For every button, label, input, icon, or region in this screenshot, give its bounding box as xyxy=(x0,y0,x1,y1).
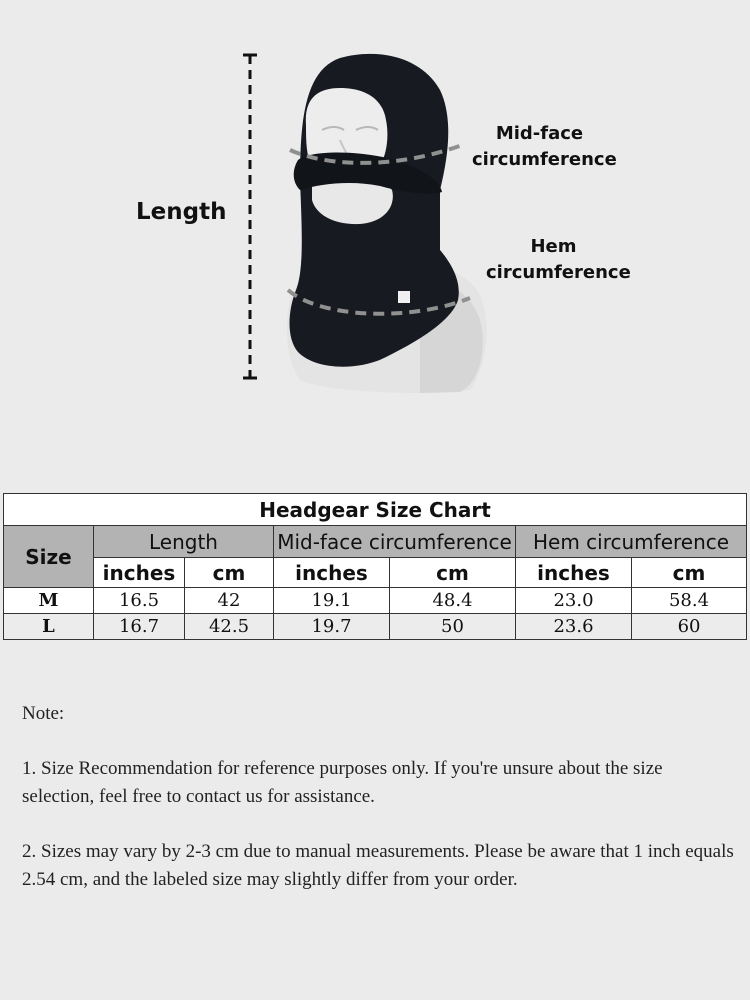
unit-header: cm xyxy=(632,558,747,588)
hem-group-header: Hem circumference xyxy=(516,526,747,558)
unit-header: inches xyxy=(274,558,390,588)
hem-label-line1: Hem xyxy=(530,236,577,257)
table-cell: 23.0 xyxy=(516,588,632,614)
table-cell: 48.4 xyxy=(390,588,516,614)
table-cell: 16.5 xyxy=(94,588,185,614)
note-item: 1. Size Recommendation for reference purposes only. If you're unsure about the size selection, feel free to contact us for assistance. xyxy=(22,758,663,807)
row-size-label: M xyxy=(4,588,94,614)
size-chart-title: Headgear Size Chart xyxy=(4,494,747,526)
unit-header: inches xyxy=(94,558,185,588)
mid-face-label-line1: Mid-face xyxy=(495,123,584,144)
table-row xyxy=(4,614,747,640)
unit-header: cm xyxy=(390,558,516,588)
table-cell: 19.1 xyxy=(274,588,390,614)
unit-header: inches xyxy=(516,558,632,588)
hem-label xyxy=(486,234,631,286)
mid-face-label xyxy=(472,121,617,173)
mid-face-group-header: Mid-face circumference xyxy=(274,526,516,558)
table-cell: 58.4 xyxy=(632,588,747,614)
row-size-label: L xyxy=(4,614,94,640)
table-cell: 42.5 xyxy=(185,614,274,640)
length-group-header: Length xyxy=(94,526,274,558)
table-cell: 23.6 xyxy=(516,614,632,640)
note-item: 2. Sizes may vary by 2-3 cm due to manual measurements. Please be aware that 1 inch equals 2.54 cm, and the labeled size may slightly differ from your order. xyxy=(22,841,734,890)
table-cell: 19.7 xyxy=(274,614,390,640)
logo-patch-icon xyxy=(398,291,410,303)
product-size-figure xyxy=(0,0,750,430)
size-chart-table xyxy=(3,493,747,640)
notes-heading: Note: xyxy=(22,703,65,724)
table-cell: 16.7 xyxy=(94,614,185,640)
size-column-header: Size xyxy=(4,526,94,588)
table-cell: 60 xyxy=(632,614,747,640)
balaclava xyxy=(290,54,459,367)
table-row xyxy=(4,588,747,614)
length-dimension-line xyxy=(243,55,257,378)
unit-header: cm xyxy=(185,558,274,588)
hem-label-line2: circumference xyxy=(486,262,631,284)
table-cell: 42 xyxy=(185,588,274,614)
table-cell: 50 xyxy=(390,614,516,640)
length-label: Length xyxy=(136,199,227,225)
notes-section xyxy=(22,700,737,921)
balaclava-illustration xyxy=(0,0,750,430)
mid-face-label-line2: circumference xyxy=(472,149,617,171)
